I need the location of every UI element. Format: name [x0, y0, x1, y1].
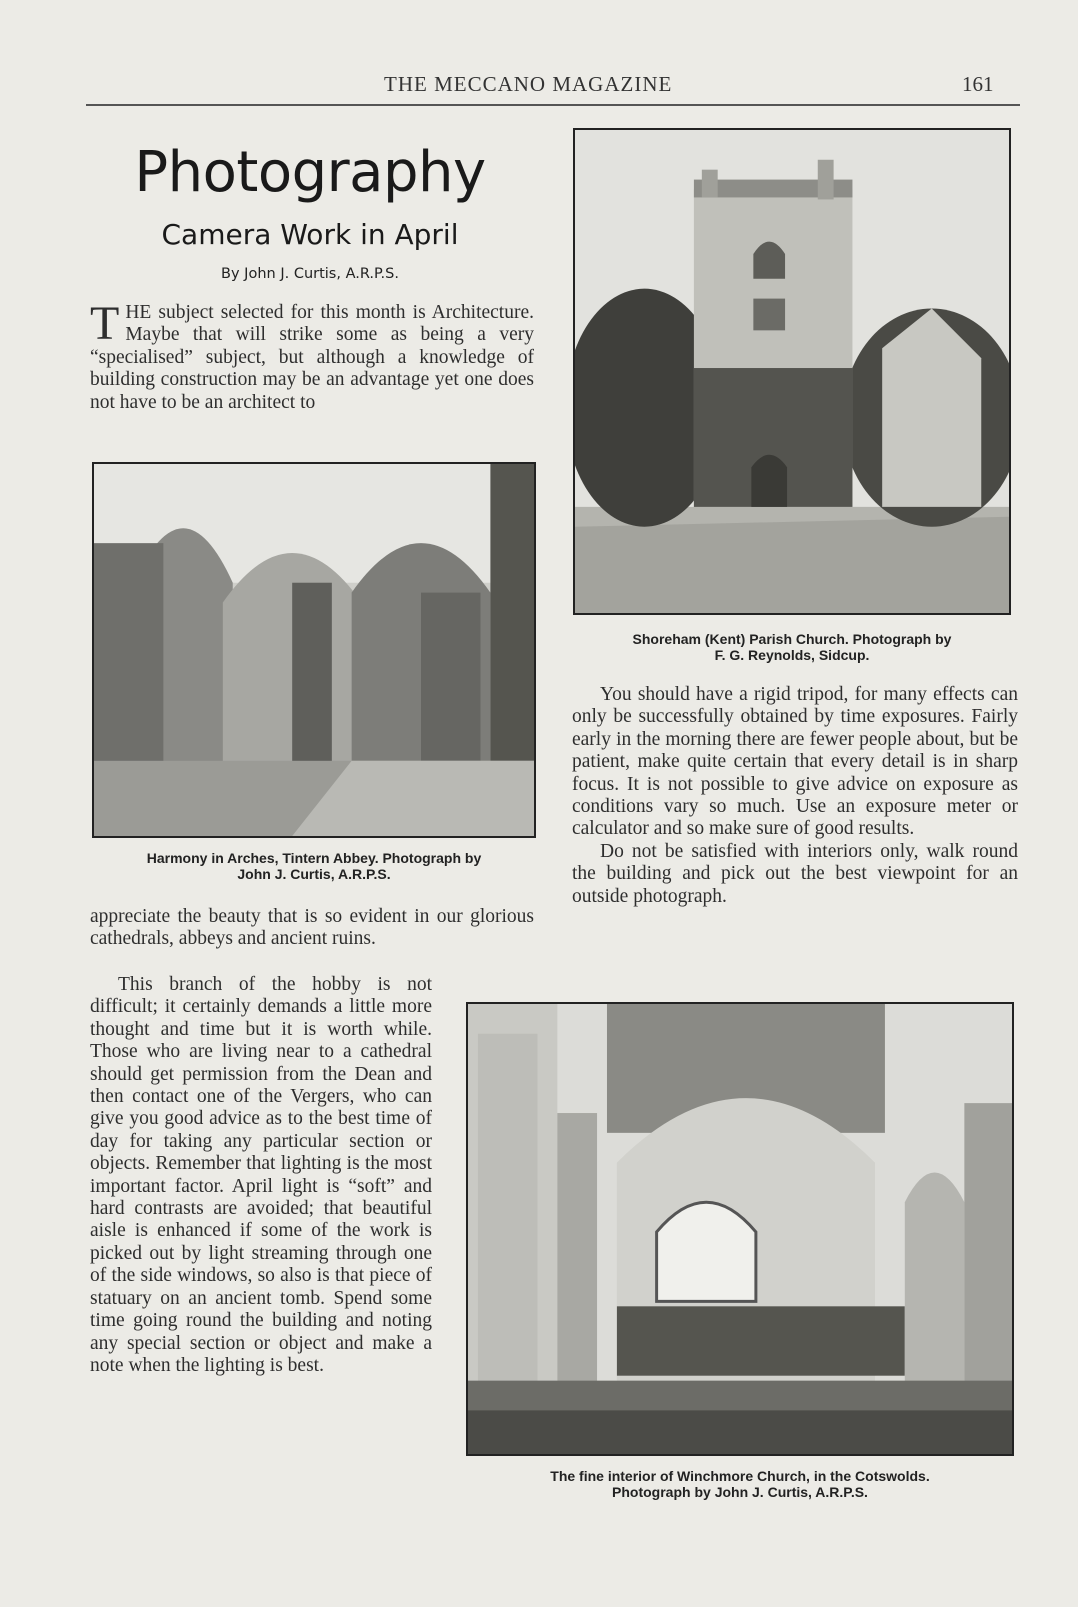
drop-cap: T [90, 297, 120, 350]
right-column-text [572, 684, 1018, 908]
paragraph-4-text: Do not be satisfied with interiors only, walk round the building and pick out the best viewpoint for an outside photograph. [572, 840, 1018, 907]
caption-winchmore [460, 1468, 1020, 1500]
caption-tintern-line1: Harmony in Arches, Tintern Abbey. Photograph by [146, 850, 482, 866]
intro-text: HE subject selected for this month is Architecture. Maybe that will strike some as being a very “specialised” subject, but although a knowledge of building construction may be an advantage yet one does not have to be an architect to [90, 302, 534, 413]
caption-tintern-line2: John J. Curtis, A.R.P.S. [237, 866, 391, 882]
caption-winchmore-line1: The fine interior of Winchmore Church, in the Cotswolds. [550, 1468, 930, 1484]
photo-winchmore-interior [466, 1002, 1014, 1456]
article-subtitle: Camera Work in April [161, 218, 459, 251]
paragraph-1-continued [90, 906, 534, 951]
photo-shoreham-church [573, 128, 1011, 615]
article-title: Photography [134, 140, 486, 205]
caption-tintern [86, 850, 542, 882]
caption-shoreham [566, 631, 1018, 663]
paragraph-1-text: appreciate the beauty that is so evident in our glorious cathedrals, abbeys and ancient ruins. [90, 906, 534, 950]
intro-paragraph [90, 297, 534, 414]
running-head [0, 72, 1078, 102]
header-rule [86, 104, 1020, 106]
caption-shoreham-line1: Shoreham (Kent) Parish Church. Photograph by [632, 631, 952, 647]
page-number: 161 [962, 72, 994, 96]
photo-tintern-abbey [92, 462, 536, 838]
magazine-title: THE MECCANO MAGAZINE [384, 72, 673, 96]
paragraph-3-text: You should have a rigid tripod, for many effects can only be successfully obtained by time exposures. Fairly early in the morning there are fewer people about, but be patient, make quite certain that every detail is in sharp focus. It is not possible to give advice on exposure as conditions vary so much. Use an exposure meter or calculator and so make sure of good results. [572, 684, 1018, 840]
article-byline: By John J. Curtis, A.R.P.S. [221, 266, 399, 282]
paragraph-2 [90, 974, 432, 1377]
paragraph-2-text: This branch of the hobby is not difficult; it certainly demands a little more thought and time but it is worth while. Those who are living near to a cathedral should get permission from the Dean and then contact one of the Vergers, who can give you good advice as to the best time of day for taking any particular section or objects. Remember that lighting is the most important factor. April light is “soft” and hard contrasts are avoided; that beautiful aisle is enhanced if some of the work is picked out by light streaming through one of the side windows, so also is that piece of statuary on an ancient tomb. Spend some time going round the building and noting any special section or object and make a note when the lighting is best. [90, 974, 432, 1376]
caption-winchmore-line2: Photograph by John J. Curtis, A.R.P.S. [612, 1484, 868, 1500]
caption-shoreham-line2: F. G. Reynolds, Sidcup. [714, 647, 870, 663]
